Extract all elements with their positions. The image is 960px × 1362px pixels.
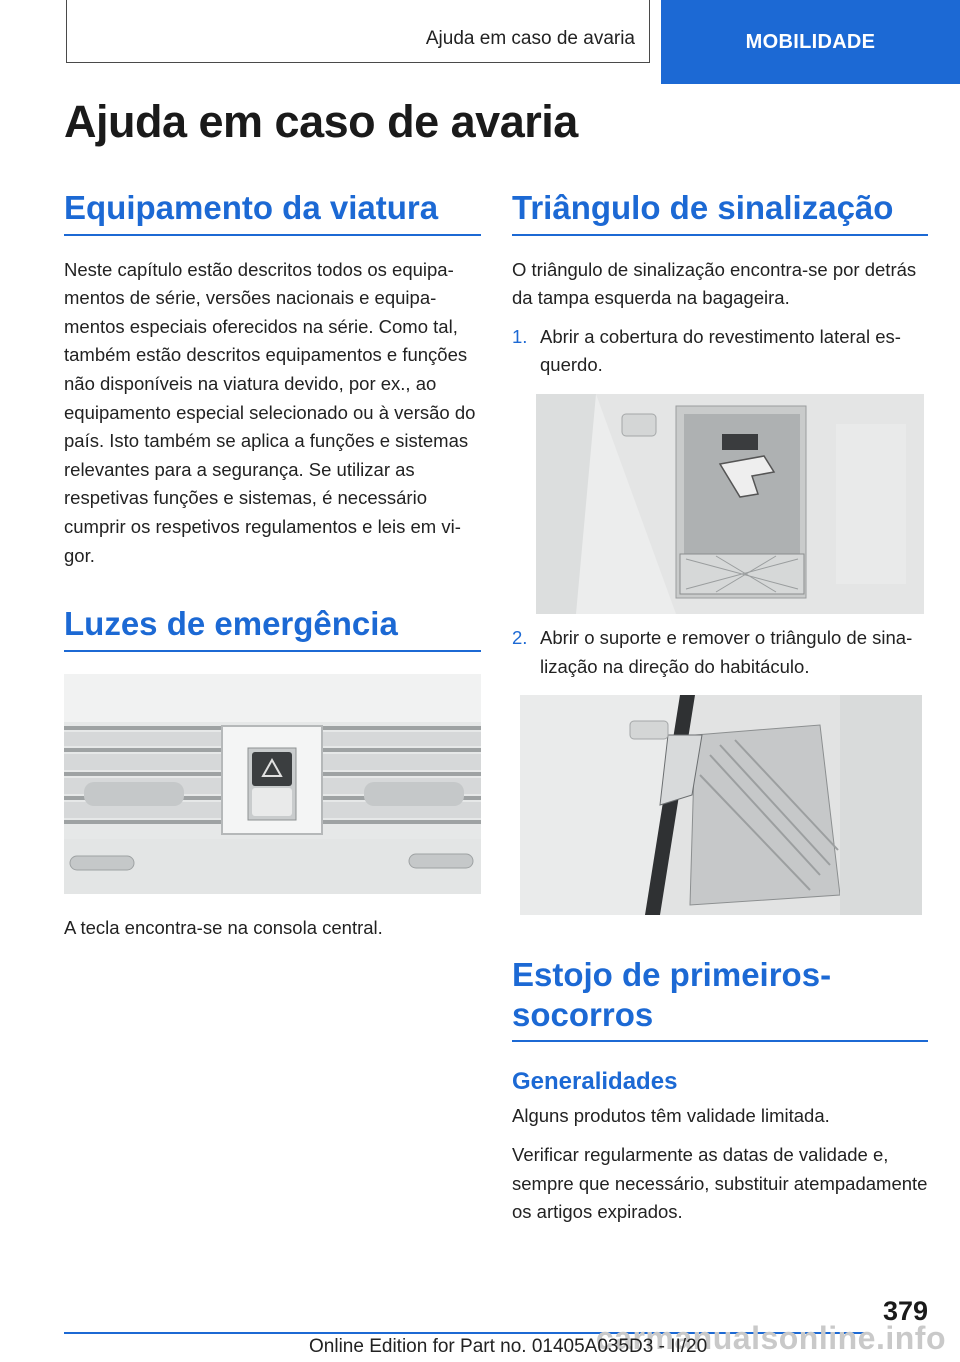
luzes-caption: A tecla encontra-se na consola central. <box>64 916 383 938</box>
header-frame <box>66 0 650 63</box>
triangulo-heading: Triângulo de sinalização <box>512 188 928 236</box>
page-title: Ajuda em caso de avaria <box>64 96 578 147</box>
step-1-number: 1. <box>512 325 528 347</box>
triangulo-text: O triângulo de sinalização encontra-se por detrás da tampa esquerda na bagageira. <box>512 258 917 309</box>
step-1-text: Abrir a cobertura do revestimento lateral esquerdo. <box>540 325 901 376</box>
generalidades-p1: Alguns produtos têm validade limitada. <box>512 1105 830 1127</box>
cover-open-image <box>536 394 924 614</box>
page-number: 379 <box>882 1296 928 1326</box>
step-1 <box>512 323 928 380</box>
edition-text: Online Edition for Part no. 01405A035D3 - II/20 <box>309 1336 708 1357</box>
category-tab[interactable]: MOBILIDADE <box>661 0 960 84</box>
generalidades-p2: Verificar regularmente as datas de validade e, sempre que necessário, substituir atempadamente os artigos expirados. <box>512 1143 928 1223</box>
watermark: carmanualsonline.info <box>595 1320 946 1356</box>
step-2 <box>512 624 928 681</box>
right-column <box>512 188 928 1237</box>
triangle-removal-image <box>520 695 922 915</box>
equipamento-heading: Equipamento da viatura <box>64 188 481 236</box>
generalidades-heading: Generalidades <box>512 1068 678 1096</box>
hazard-switch-image <box>64 674 481 894</box>
estojo-heading: Estojo de primeiros-socorros <box>512 955 928 1042</box>
step-2-number: 2. <box>512 626 528 648</box>
left-column <box>64 188 481 952</box>
header-section-title: Ajuda em caso de avaria <box>425 28 635 49</box>
step-2-text: Abrir o suporte e remover o triângulo de sinalização na direção do habitáculo. <box>540 626 913 677</box>
equipamento-text: Neste capítulo estão descritos todos os equipamentos de série, versões nacionais e equipamentos especiais oferecidos na série. Como tal, também estão descritos equipamentos e funções não disponíveis na viatura devido, por ex., ao equipamento especial selecionado ou à versão do país. Isto também se aplica a funções e sistemas relevantes para a segurança. Se utilizar as respetivas funções e sistemas, é necessário cumprir os respetivos regulamentos e leis em vigor. <box>64 258 476 566</box>
luzes-heading: Luzes de emergência <box>64 604 481 652</box>
